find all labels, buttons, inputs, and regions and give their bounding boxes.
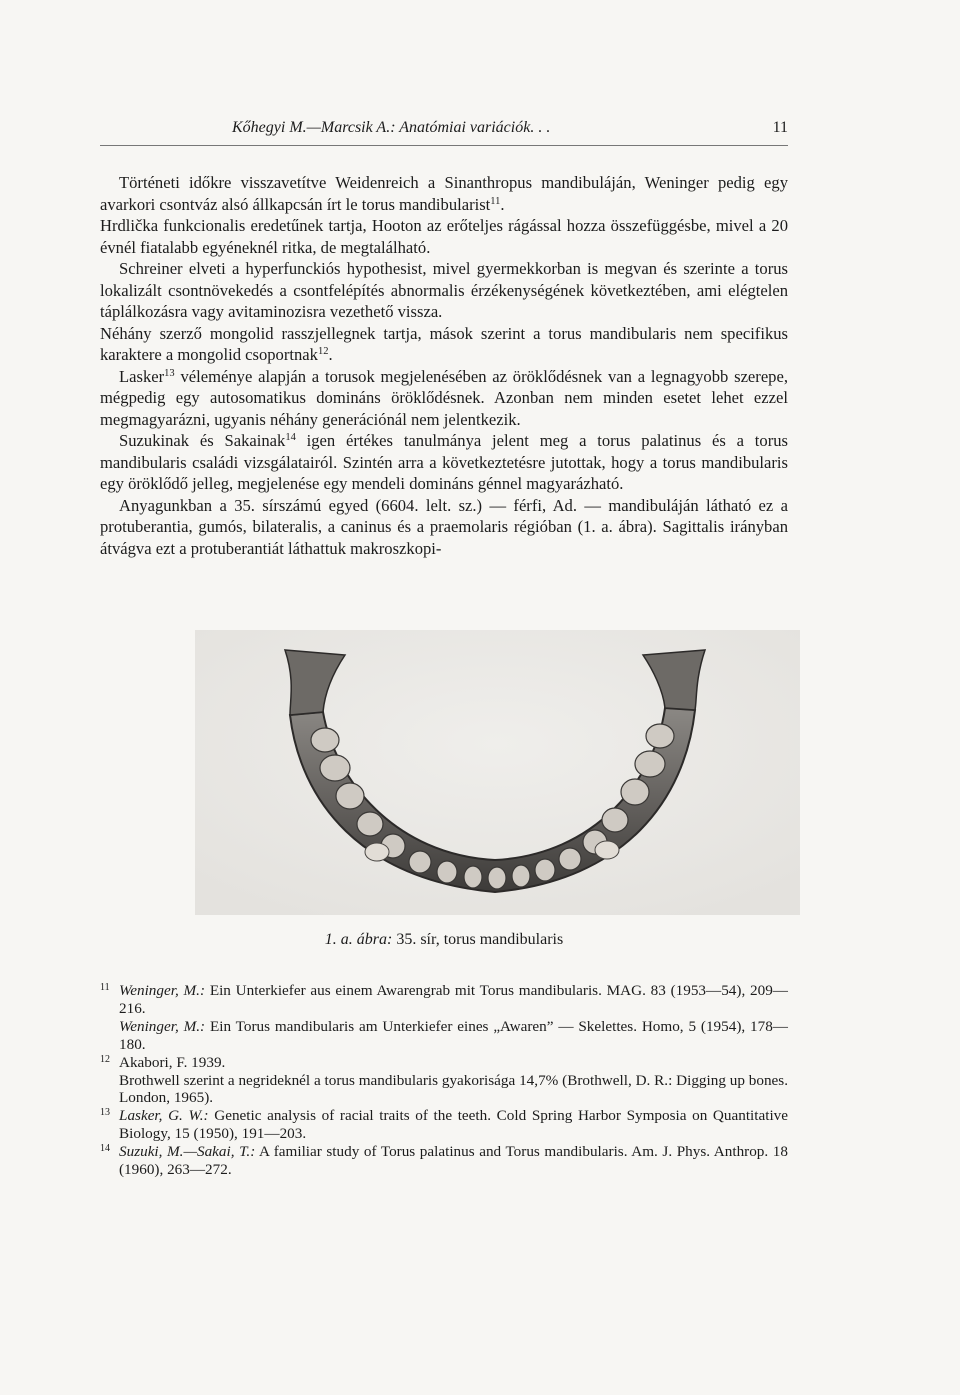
running-title: Kőhegyi M.—Marcsik A.: Anatómiai variációk. . .: [232, 119, 551, 136]
paragraph-7: Anyagunkban a 35. sírszámú egyed (6604. lelt. sz.) — férfi, Ad. — mandibuláján látható ez a protuberantia, gumós, bilateralis, a caninus és a praemolaris régióban (1. a. ábra). Sagittalis irányban átvágva ezt a protuberantiát láthattuk makroszkopi-: [100, 495, 788, 558]
footnote-12b: Brothwell szerint a negrideknél a torus mandibularis gyakorisága 14,7% (Brothwell, D. R.: Digging up bones. London, 1965).: [119, 1071, 788, 1107]
paragraph-4: Néhány szerző mongolid rasszjellegnek tartja, mások szerint a torus mandibularis nem specifikus karaktere a mongolid csoportnak$^{12}$.: [100, 323, 788, 364]
footnote-13: 13 Lasker, G. W.: Genetic analysis of racial traits of the teeth. Cold Spring Harbor Symposia on Quantitative Biology, 15 (1950), 191—203.: [100, 1107, 789, 1143]
footnote-12a: 12 Akabori, F. 1939.: [100, 1053, 226, 1071]
footnote-ref-11: 11: [490, 195, 501, 207]
paragraph-1: Történeti időkre visszavetítve Weidenreich a Sinanthropus mandibuláján, Weninger pedig egy avarkori csontváz alsó állkapcsán írt le torus mandibularist$^{11}$.: [100, 173, 788, 214]
footnote-ref-13: 13: [164, 367, 175, 379]
mandible-photo: [195, 630, 800, 915]
mandible-photo-illustration: [195, 630, 800, 915]
body-text: [100, 172, 788, 559]
footnotes: [100, 982, 788, 1179]
caption-label: 1. a. ábra:: [324, 931, 393, 948]
footnote-11a: 11 Weninger, M.: Ein Unterkiefer aus einem Awarengrab mit Torus mandibularis. MAG. 83 (1953—54), 209—216.: [100, 982, 788, 1017]
header-rule: [100, 145, 788, 146]
paragraph-2: Hrdlička funkcionalis eredetűnek tartja, Hooton az erőteljes rágással hozza összefüggésbe, mivel a 20 évnél fiatalabb egyéneknél ritka, de megtalálható.: [100, 216, 788, 257]
footnote-14: 14 Suzuki, M.—Sakai, T.: A familiar study of Torus palatinus and Torus mandibularis. Am. J. Phys. Anthrop. 18 (1960), 263—272.: [100, 1143, 788, 1179]
paragraph-6: Suzukinak és Sakainak$^{14}$ igen értékes tanulmánya jelent meg a torus palatinus és a torus mandibularis családi vizsgálatairól. Szintén arra a következtetésre jutottak, hogy a torus mandibularis egy öröklődő jelleg, megjelenése egy mendeli domináns génnel magyarázható.: [100, 431, 788, 493]
figure-caption: [100, 930, 788, 950]
caption-text: 35. sír, torus mandibularis: [396, 931, 564, 948]
footnote-ref-12: 12: [317, 346, 329, 357]
page-number: 11: [772, 119, 788, 136]
paragraph-3: Schreiner elveti a hyperfunckiós hypothesist, mivel gyermekkorban is megvan és szerinte a torus lokalizált csontnövekedés a csontfelépítés abnormalis érzékenységének következtében, ami elégtelen táplálkozásra vagy avitaminozisra vezethető vissza.: [100, 259, 788, 321]
footnote-11b: Weninger, M.: Ein Torus mandibularis am Unterkiefer eines „Awaren” — Skelettes. Homo, 5 (1954), 178—180.: [119, 1017, 788, 1053]
paragraph-5: Lasker$^{13}$ véleménye alapján a torusok megjelenésében az öröklődésnek van a legnagyobb szerepe, mégpedig egy autosomatikus domináns öröklődésnek. Azonban nem minden esetet lehet ezzel megmagyarázni, ugyanis néhány generációnál nem jelentkezik.: [100, 366, 788, 429]
footnote-ref-14: 14: [285, 432, 296, 443]
